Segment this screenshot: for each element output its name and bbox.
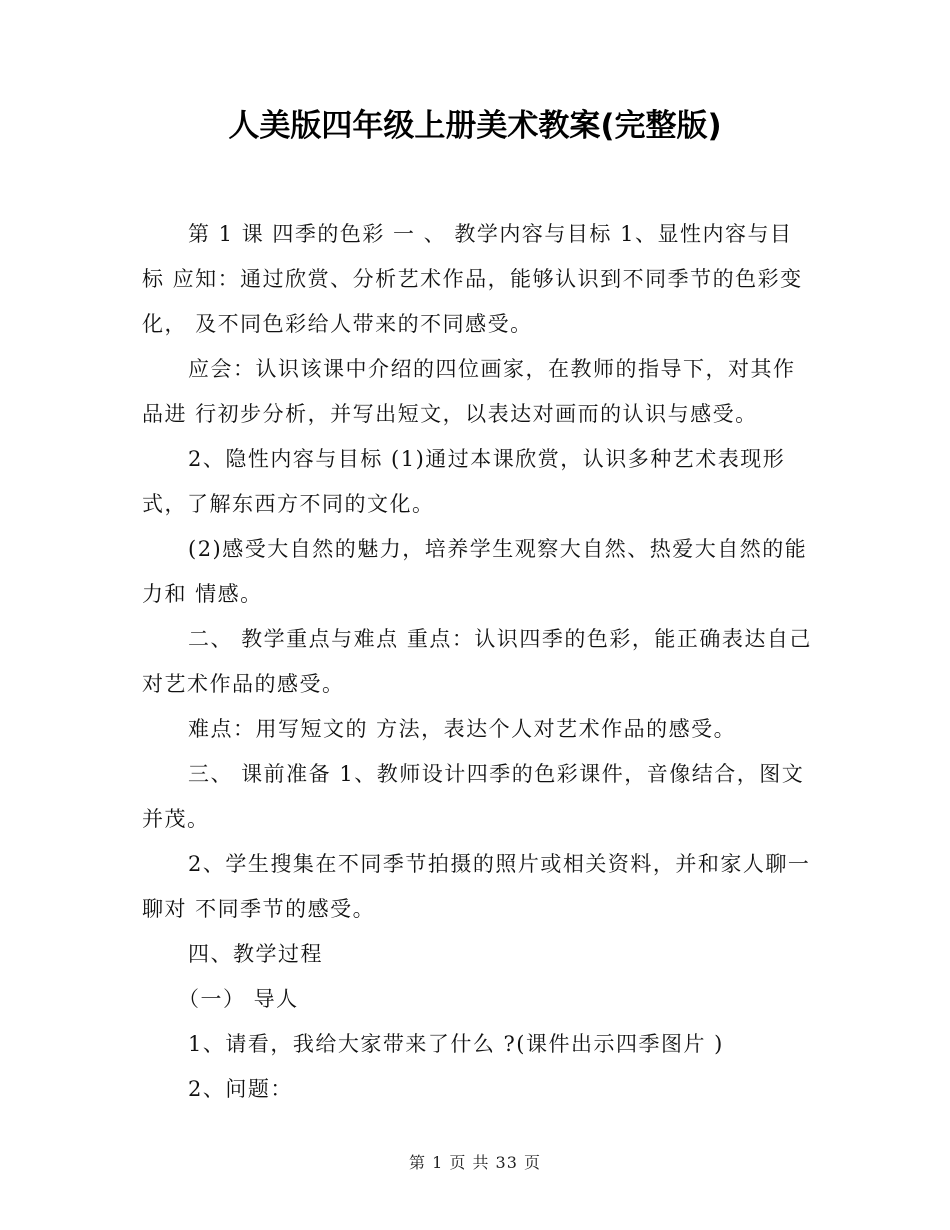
heading-teaching-process: 四、教学过程: [188, 942, 323, 966]
paragraph-key-points: 二、 教学重点与难点 重点：认识四季的色彩，能正确表达自己对艺术作品的感受。: [142, 627, 812, 696]
paragraph-should-do: 应会：认识该课中介绍的四位画家，在教师的指导下，对其作品进 行初步分析，并写出短文，以表达对画而的认识与感受。: [142, 357, 796, 426]
document-body: [142, 212, 812, 1112]
paragraph-step-1: 1、请看，我给大家带来了什么 ?(课件出示四季图片 ): [188, 1032, 724, 1056]
paragraph-lesson-intro: 第 1 课 四季的色彩 一 、 教学内容与目标 1、显性内容与目标 应知：通过欣赏、分析艺术作品，能够认识到不同季节的色彩变化， 及不同色彩给人带来的不同感受。: [142, 222, 803, 336]
paragraph-difficulties: 难点：用写短文的 方法，表达个人对艺术作品的感受。: [188, 717, 737, 741]
paragraph-preparation: 三、 课前准备 1、教师设计四季的色彩课件，音像结合，图文并茂。: [142, 762, 805, 831]
paragraph-implicit-goals: 2、隐性内容与目标 (1)通过本课欣赏，认识多种艺术表现形式，了解东西方不同的文化。: [142, 447, 786, 516]
paragraph-student-prep: 2、学生搜集在不同季节拍摄的照片或相关资料，并和家人聊一聊对 不同季节的感受。: [142, 852, 811, 921]
paragraph-step-2: 2、问题：: [188, 1077, 293, 1101]
heading-introduction: （一） 导人: [178, 987, 299, 1011]
document-title: 人美版四年级上册美术教案(完整版): [228, 108, 722, 144]
paragraph-feel-nature: (2)感受大自然的魅力，培养学生观察大自然、热爱大自然的能力和 情感。: [142, 537, 808, 606]
page-footer: 第 1 页 共 33 页: [409, 1153, 541, 1172]
